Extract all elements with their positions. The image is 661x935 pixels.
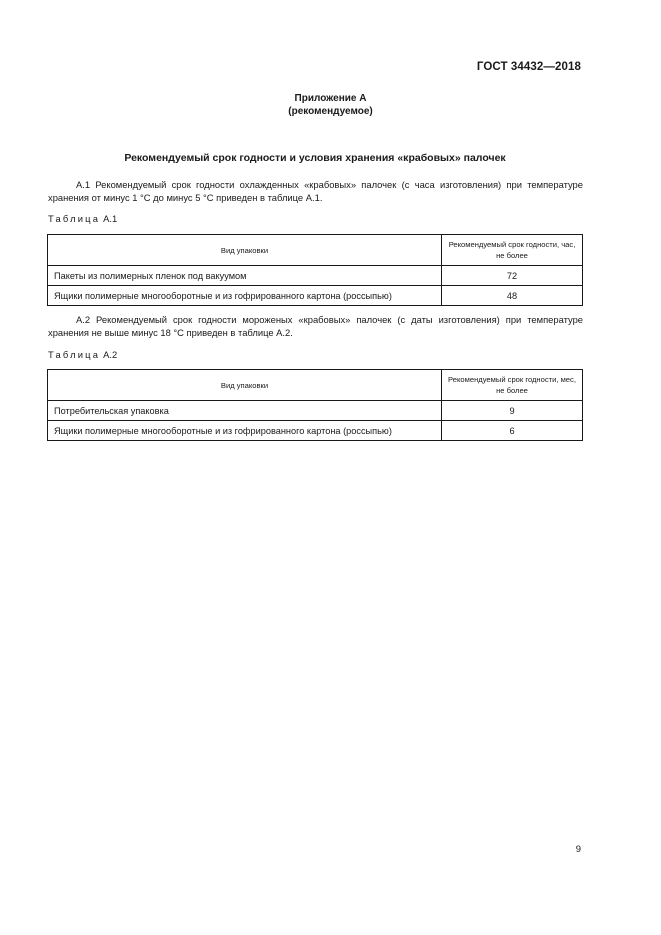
table-row [48, 286, 583, 306]
table-a2-label [48, 349, 117, 360]
table-cell-packaging: Пакеты из полимерных пленок под вакуумом [48, 266, 442, 286]
table-a1-label [48, 213, 117, 224]
table-row [48, 401, 583, 421]
table-a2-label-word: Таблица [48, 349, 101, 360]
table-a1-label-number: А.1 [103, 213, 118, 224]
table-a2 [47, 369, 583, 441]
table-cell-shelf-life: 72 [442, 266, 583, 286]
table-cell-packaging: Ящики полимерные многооборотные и из гофрированного картона (россыпью) [48, 421, 442, 441]
table-header-row [48, 235, 583, 266]
table-row [48, 266, 583, 286]
table-header-row [48, 370, 583, 401]
table-header-shelf-life: Рекомендуемый срок годности, час, не более [442, 235, 583, 266]
paragraph-a2-text: А.2 Рекомендуемый срок годности мороженых «крабовых» палочек (с даты изготовления) при температуре хранения не выше минус 18 °С приведен в таблице А.2. [48, 314, 583, 338]
table-header-shelf-life: Рекомендуемый срок годности, мес, не более [442, 370, 583, 401]
table-a1 [47, 234, 583, 306]
section-title: Рекомендуемый срок годности и условия хранения «крабовых» палочек [124, 152, 506, 164]
page-number: 9 [575, 844, 581, 855]
appendix-title: Приложение А [294, 93, 367, 104]
table-header-packaging: Вид упаковки [48, 235, 442, 266]
paragraph-a2 [48, 313, 583, 339]
table-cell-shelf-life: 6 [442, 421, 583, 441]
table-row [48, 421, 583, 441]
table-a1-label-word: Таблица [48, 213, 101, 224]
table-cell-shelf-life: 9 [442, 401, 583, 421]
paragraph-a1-text: А.1 Рекомендуемый срок годности охлажденных «крабовых» палочек (с часа изготовления) при температуре хранения от минус 1 °С до минус 5 °С приведен в таблице А.1. [48, 179, 583, 203]
table-header-packaging: Вид упаковки [48, 370, 442, 401]
table-cell-packaging: Ящики полимерные многооборотные и из гофрированного картона (россыпью) [48, 286, 442, 306]
table-cell-shelf-life: 48 [442, 286, 583, 306]
table-cell-packaging: Потребительская упаковка [48, 401, 442, 421]
appendix-heading [0, 92, 661, 118]
appendix-status: (рекомендуемое) [288, 106, 373, 117]
document-code: ГОСТ 34432—2018 [476, 61, 581, 73]
paragraph-a1 [48, 178, 583, 204]
table-a2-label-number: А.2 [103, 349, 118, 360]
